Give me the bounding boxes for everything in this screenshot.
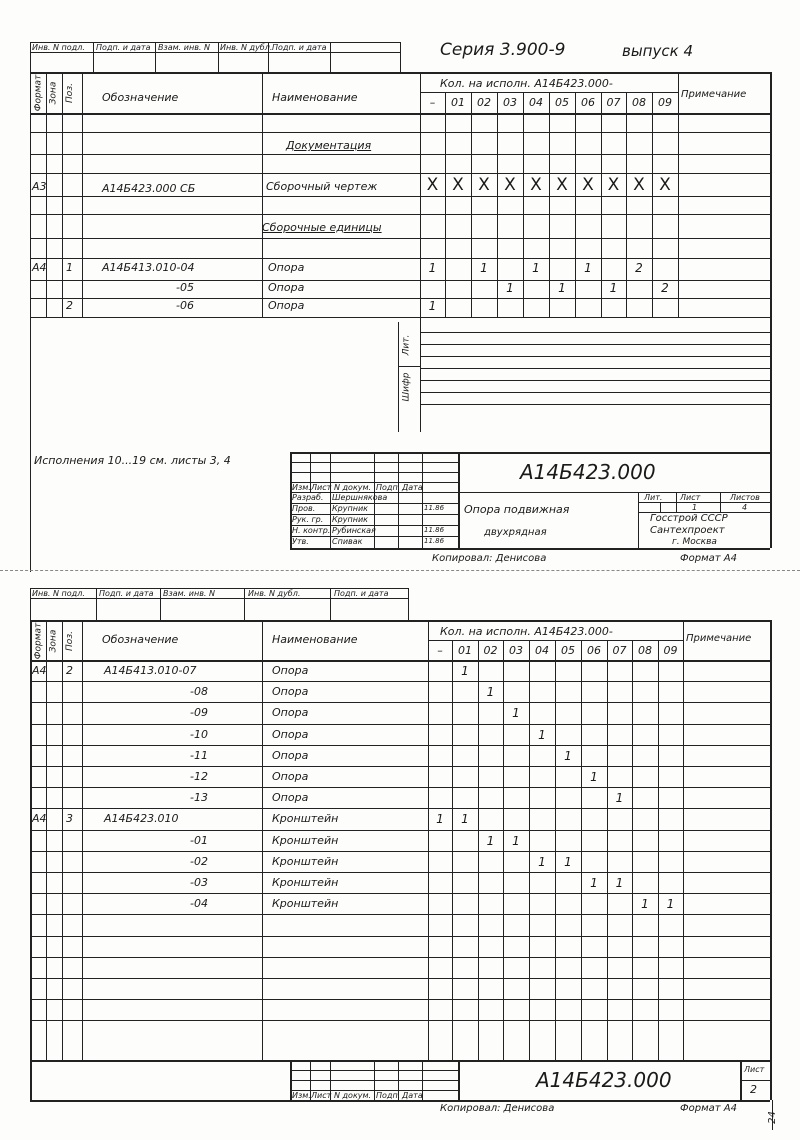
col2-pos: Поз. bbox=[64, 631, 75, 651]
tb-person: Рубинская bbox=[332, 526, 376, 535]
row2-designation: -08 bbox=[190, 685, 208, 698]
qty2-cell: 1 bbox=[666, 897, 675, 911]
drawing-mark: X bbox=[633, 175, 645, 195]
row2-name: Опора bbox=[272, 749, 309, 762]
drawing-mark: X bbox=[504, 175, 516, 195]
qty-cell: 1 bbox=[584, 261, 592, 275]
tb2-hdr-list: Лист bbox=[311, 1091, 332, 1100]
col2-format: Формат bbox=[33, 622, 44, 660]
variant-col-4: 04 bbox=[529, 96, 543, 109]
tb-role: Утв. bbox=[292, 537, 309, 546]
tb-sheets-label: Листов bbox=[730, 493, 760, 502]
variant2-col-1: 01 bbox=[458, 644, 472, 657]
tb2-hdr-doc: N докум. bbox=[334, 1091, 372, 1100]
tb2-hdr-sign: Подп. bbox=[376, 1091, 401, 1100]
tb-date: 11.86 bbox=[424, 537, 445, 545]
drawing-mark: X bbox=[556, 175, 568, 195]
drawing-mark: X bbox=[478, 175, 490, 195]
row2-name: Кронштейн bbox=[272, 855, 339, 868]
col-pos: Поз. bbox=[64, 83, 75, 103]
variant-col-3: 03 bbox=[503, 96, 517, 109]
tb-hdr-doc: N докум. bbox=[334, 483, 372, 492]
variant-col-9: 09 bbox=[658, 96, 672, 109]
qty2-cell: 1 bbox=[641, 897, 649, 911]
title-line-2: двухрядная bbox=[484, 527, 547, 538]
row2-designation: -09 bbox=[190, 706, 208, 719]
col-format: Формат bbox=[33, 74, 44, 112]
row2-format: А4 bbox=[32, 812, 47, 825]
tb-sheets: 4 bbox=[742, 503, 748, 512]
row-name: Опора bbox=[268, 261, 305, 274]
variant2-col-5: 05 bbox=[561, 644, 575, 657]
row-pos: 2 bbox=[66, 299, 73, 312]
tb2-sheet: 2 bbox=[750, 1083, 757, 1096]
qty2-cell: 1 bbox=[486, 685, 495, 699]
col-note: Примечание bbox=[681, 89, 747, 100]
qty2-cell: 1 bbox=[512, 706, 520, 720]
drawing-mark: X bbox=[530, 175, 542, 195]
qty2-cell: 1 bbox=[512, 834, 520, 848]
variant2-col-8: 08 bbox=[638, 644, 652, 657]
title-line-1: Опора подвижная bbox=[464, 503, 570, 516]
note-variants: Исполнения 10...19 см. листы 3, 4 bbox=[34, 454, 231, 467]
col-designation: Обозначение bbox=[102, 91, 179, 104]
tb-role: Н. контр. bbox=[292, 526, 331, 535]
variant2-col-9: 09 bbox=[663, 644, 678, 657]
org-3: г. Москва bbox=[672, 537, 717, 547]
stamp2-sign-date-2: Подп. и дата bbox=[334, 589, 389, 598]
drawing-mark: X bbox=[452, 175, 464, 195]
qty2-cell: 1 bbox=[564, 749, 572, 763]
qty-cell: 1 bbox=[558, 281, 566, 295]
row2-format: А4 bbox=[32, 664, 47, 677]
qty2-cell: 1 bbox=[436, 812, 444, 826]
variant2-col-7: 07 bbox=[612, 644, 627, 657]
issue-label: выпуск 4 bbox=[622, 42, 693, 60]
variant2-col-4: 04 bbox=[535, 644, 549, 657]
tb-person: Крупник bbox=[332, 515, 368, 524]
stamp-vzam: Взам. инв. N bbox=[158, 43, 210, 52]
tb-role: Пров. bbox=[292, 504, 316, 513]
org-1: Госстрой СССР bbox=[650, 513, 728, 524]
tb-role: Разраб. bbox=[292, 493, 324, 502]
drawing-mark: X bbox=[607, 175, 620, 195]
variant-col-2: 02 bbox=[477, 96, 491, 109]
series-label: Серия 3.900-9 bbox=[440, 40, 566, 60]
format2-label: Формат А4 bbox=[680, 1103, 737, 1114]
stamp-sign-date: Подп. и дата bbox=[96, 43, 151, 52]
qty-cell: 1 bbox=[532, 261, 540, 275]
tb-sheet: 1 bbox=[692, 503, 698, 512]
qty2-cell: 1 bbox=[486, 834, 495, 848]
row2-name: Кронштейн bbox=[272, 834, 339, 847]
qty-cell: 1 bbox=[428, 299, 437, 313]
qty2-cell: 1 bbox=[590, 876, 598, 890]
copied-by: Копировал: Денисова bbox=[432, 553, 547, 564]
stamp-sign-date-2: Подп. и дата bbox=[272, 43, 327, 52]
variant2-col-3: 03 bbox=[509, 644, 523, 657]
stamp2-sign-date: Подп. и дата bbox=[99, 589, 154, 598]
tb-role: Рук. гр. bbox=[292, 515, 324, 524]
shifr-label: Шифр bbox=[401, 372, 412, 402]
row2-designation: -12 bbox=[190, 770, 208, 783]
drawing-mark: X bbox=[426, 175, 439, 195]
row-designation: А14Б413.010-04 bbox=[102, 261, 195, 274]
tb-hdr-date: Дата bbox=[402, 483, 423, 492]
col2-zone: Зона bbox=[48, 629, 59, 653]
qty-header: Кол. на исполн. А14Б423.000- bbox=[440, 77, 613, 90]
row2-designation: -11 bbox=[190, 749, 208, 762]
qty2-cell: 1 bbox=[615, 876, 624, 890]
lit-label: Лит. bbox=[401, 334, 412, 356]
row2-designation: А14Б423.010 bbox=[104, 812, 179, 825]
org-2: Сантехпроект bbox=[650, 525, 725, 536]
tb-person: Крупник bbox=[332, 504, 368, 513]
col2-note: Примечание bbox=[686, 633, 752, 644]
row-name: Опора bbox=[268, 281, 305, 294]
row2-pos: 3 bbox=[66, 812, 73, 825]
tb-person: Спивак bbox=[332, 537, 363, 546]
row2-name: Опора bbox=[272, 706, 309, 719]
row2-pos: 2 bbox=[66, 664, 73, 677]
drawing-designation: А14Б423.000 СБ bbox=[102, 182, 196, 195]
row2-name: Кронштейн bbox=[272, 876, 339, 889]
variant-col-7: 07 bbox=[606, 96, 621, 109]
qty-cell: 1 bbox=[609, 281, 618, 295]
stamp2-inv-dubl: Инв. N дубл. bbox=[248, 589, 301, 598]
drawing-mark: X bbox=[582, 175, 594, 195]
tb-date: 11.86 bbox=[424, 504, 445, 512]
row2-designation: -01 bbox=[190, 834, 208, 847]
tb2-hdr-izm: Изм. bbox=[292, 1091, 311, 1100]
row-pos: 1 bbox=[66, 261, 73, 274]
row-designation: -05 bbox=[176, 281, 194, 294]
qty-cell: 1 bbox=[480, 261, 488, 275]
tb-hdr-list: Лист bbox=[311, 483, 332, 492]
row2-designation: -10 bbox=[190, 728, 208, 741]
variant2-col-6: 06 bbox=[587, 644, 601, 657]
copied2-by: Копировал: Денисова bbox=[440, 1103, 555, 1114]
tb2-hdr-date: Дата bbox=[402, 1091, 423, 1100]
col2-designation: Обозначение bbox=[102, 633, 179, 646]
row2-name: Опора bbox=[272, 770, 309, 783]
drawing-format: А3 bbox=[32, 180, 47, 193]
row2-name: Опора bbox=[272, 791, 309, 804]
row2-name: Кронштейн bbox=[272, 897, 339, 910]
qty2-cell: 1 bbox=[590, 770, 598, 784]
stamp-inv-podl: Инв. N подл. bbox=[32, 43, 85, 52]
col2-name: Наименование bbox=[272, 633, 358, 646]
row2-designation: -03 bbox=[190, 876, 208, 889]
qty-cell: 2 bbox=[661, 281, 669, 295]
tb-person: Шершнякова bbox=[332, 493, 388, 502]
variant-col-8: 08 bbox=[632, 96, 646, 109]
qty2-cell: 1 bbox=[538, 728, 546, 742]
row2-name: Опора bbox=[272, 728, 309, 741]
variant2-col-2: 02 bbox=[483, 644, 498, 657]
row2-name: Опора bbox=[272, 664, 309, 677]
qty2-cell: 1 bbox=[564, 855, 572, 869]
drawing-name: Сборочный чертеж bbox=[266, 180, 378, 193]
row2-designation: -13 bbox=[190, 791, 208, 804]
tb2-sheet-label: Лист bbox=[744, 1065, 765, 1074]
section-documentation: Документация bbox=[286, 139, 372, 152]
tb-hdr-izm: Изм. bbox=[292, 483, 311, 492]
row-format: А4 bbox=[32, 261, 47, 274]
row2-name: Кронштейн bbox=[272, 812, 339, 825]
row-designation: -06 bbox=[176, 299, 194, 312]
tb-hdr-sign: Подп. bbox=[376, 483, 401, 492]
row2-designation: А14Б413.010-07 bbox=[104, 664, 197, 677]
section-assemblies: Сборочные единицы bbox=[262, 221, 382, 234]
drawing-mark: X bbox=[659, 175, 671, 195]
col-zone: Зона bbox=[48, 81, 59, 105]
row2-designation: -02 bbox=[190, 855, 208, 868]
tb-lit-label: Лит. bbox=[644, 493, 663, 502]
qty-cell: 1 bbox=[506, 281, 514, 295]
qty2-cell: 1 bbox=[461, 664, 469, 678]
qty2-cell: 1 bbox=[461, 812, 469, 826]
variant-col-1: 01 bbox=[451, 96, 465, 109]
stamp2-inv-podl: Инв. N подл. bbox=[32, 589, 85, 598]
col-name: Наименование bbox=[272, 91, 358, 104]
variant-col-0: – bbox=[429, 96, 436, 109]
doc2-number: А14Б423.000 bbox=[536, 1068, 672, 1092]
row2-designation: -04 bbox=[190, 897, 208, 910]
page-tag: 24 bbox=[766, 1111, 778, 1124]
row2-name: Опора bbox=[272, 685, 309, 698]
qty-cell: 2 bbox=[635, 261, 643, 275]
stamp2-vzam: Взам. инв. N bbox=[163, 589, 215, 598]
variant-col-6: 06 bbox=[581, 96, 595, 109]
doc-number: А14Б423.000 bbox=[520, 460, 656, 484]
tb-sheet-label: Лист bbox=[680, 493, 701, 502]
variant2-col-0: – bbox=[437, 644, 443, 657]
qty-cell: 1 bbox=[428, 261, 437, 275]
stamp-inv-dubl: Инв. N дубл. bbox=[220, 43, 273, 52]
qty2-cell: 1 bbox=[615, 791, 624, 805]
qty2-cell: 1 bbox=[538, 855, 546, 869]
row-name: Опора bbox=[268, 299, 305, 312]
variant-col-5: 05 bbox=[555, 96, 569, 109]
tb-date: 11.86 bbox=[424, 526, 445, 534]
qty2-header: Кол. на исполн. А14Б423.000- bbox=[440, 625, 613, 638]
format-label: Формат А4 bbox=[680, 553, 737, 564]
